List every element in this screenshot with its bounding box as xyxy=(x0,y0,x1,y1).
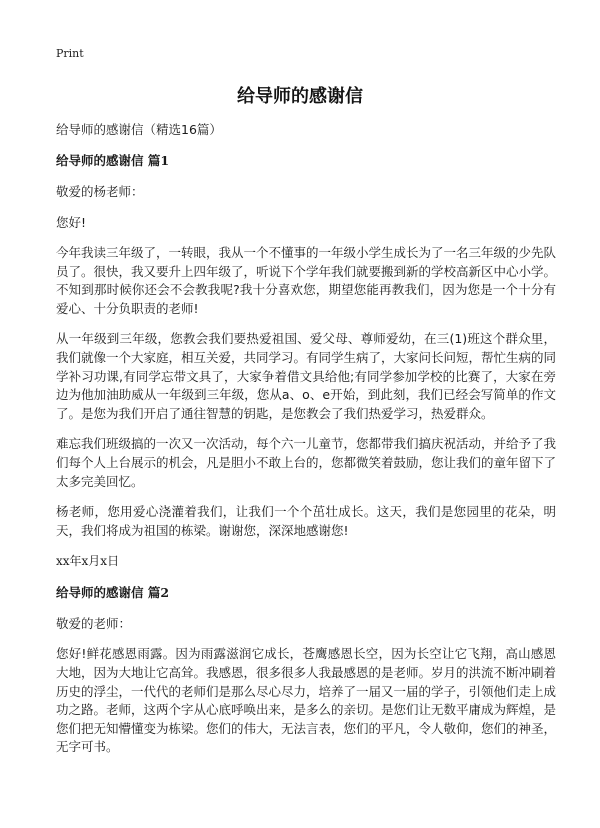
salutation: 敬爱的老师： xyxy=(56,616,132,632)
paragraph: 从一年级到三年级，您教会我们要热爱祖国、爱父母、尊师爱幼，在三(1)班这个群众里，我们就像一个大家庭，相互关爱，共同学习。有同学生病了，大家问长问短，帮忙生病的同学补习功课,有同学忘带文具了，大家争着借文具给他;有同学参加学校的比赛了，大家在旁边为他加油助威从一年级到三年级，您从a、o、e开始，到此刻，我们已经会写简单的作文了。是您为我们开启了通往智慧的钥匙，是您教会了我们热爱学习，热爱群众。 xyxy=(56,331,557,421)
paragraph: 今年我读三年级了，一转眼，我从一个不懂事的一年级小学生成长为了一名三年级的少先队员了。很快，我又要升上四年级了，听说下个学年我们就要搬到新的学校高新区中心小学。不知到那时候你还会不会教我呢?我十分喜欢您，期望您能再教我们，因为您是一个十分有爱心、十分负职责的老师! xyxy=(56,245,557,316)
document-subtitle: 给导师的感谢信（精选16篇） xyxy=(56,122,222,137)
letter-date: xx年x月x日 xyxy=(56,554,120,569)
print-link[interactable]: Print xyxy=(56,47,84,60)
section-heading: 给导师的感谢信 篇1 xyxy=(56,153,170,168)
paragraph: 难忘我们班级搞的一次又一次活动，每个六一儿童节，您都带我们搞庆祝活动，并给予了我们每个人上台展示的机会，凡是胆小不敢上台的，您都微笑着鼓励，您让我们的童年留下了太多完美回忆。 xyxy=(56,436,557,489)
paragraph: 杨老师，您用爱心浇灌着我们，让我们一个个茁壮成长。这天，我们是您园里的花朵，明天，我们将成为祖国的栋梁。谢谢您，深深地感谢您! xyxy=(56,504,556,538)
document-body xyxy=(56,120,556,769)
letter-2 xyxy=(56,583,556,757)
page-title: 给导师的感谢信 xyxy=(237,86,363,107)
paragraph: 您好!鲜花感恩雨露。因为雨露滋润它成长，苍鹰感恩长空，因为长空让它飞翔，高山感恩大地，因为大地让它高耸。我感恩，很多很多人我最感恩的是老师。岁月的洪流不断冲刷着历史的浮尘，一代代的老师们是那么尽心尽力，培养了一届又一届的学子，引领他们走上成功之路。老师，这两个字从心底呼唤出来，是多么的亲切。是您们让无数平庸成为辉煌，是您们把无知懵懂变为栋梁。您们的伟大，无法言表，您们的平凡，令人敬仰，您们的神圣，无字可书。 xyxy=(56,646,557,755)
letter-1 xyxy=(56,151,556,571)
section-heading: 给导师的感谢信 篇2 xyxy=(56,585,170,601)
greeting: 您好! xyxy=(56,215,87,230)
salutation: 敬爱的杨老师： xyxy=(56,184,144,199)
